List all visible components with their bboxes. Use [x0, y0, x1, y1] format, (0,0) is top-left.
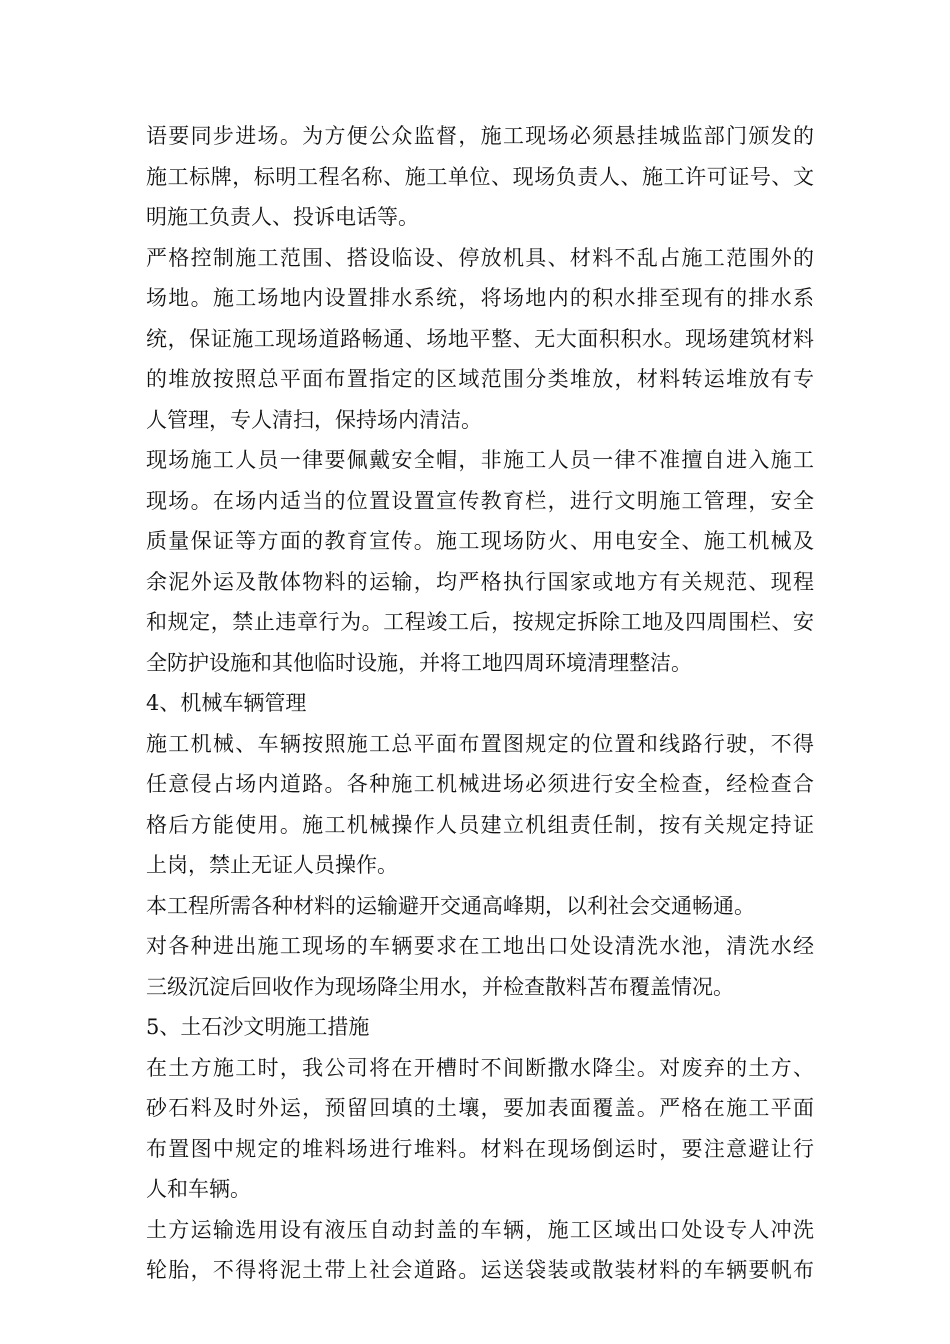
text-line: 人管理，专人清扫，保持场内清洁。 — [146, 407, 482, 432]
paragraph-earthwork-dust — [146, 1048, 814, 1210]
text-line: 任意侵占场内道路。各种施工机械进场必须进行安全检查，经检查合 — [146, 772, 814, 796]
text-line: 在土方施工时，我公司将在开槽时不间断撒水降尘。对废弃的土方、 — [146, 1055, 814, 1080]
paragraph-site-scope — [146, 238, 814, 441]
paragraph-earthwork-transport — [146, 1210, 814, 1291]
paragraph-machinery-routes — [146, 724, 814, 886]
document-page — [146, 116, 814, 1291]
text-line: 本工程所需各种材料的运输避开交通高峰期，以利社会交通畅通。 — [146, 893, 755, 918]
text-line: 的堆放按照总平面布置指定的区域范围分类堆放，材料转运堆放有专 — [146, 367, 814, 391]
paragraph-personnel-safety — [146, 440, 814, 683]
text-line: 对各种进出施工现场的车辆要求在工地出口处设清洗水池，清洗水经 — [146, 934, 814, 958]
text-line: 现场施工人员一律要佩戴安全帽，非施工人员一律不准擅自进入施工 — [146, 448, 814, 472]
text-line: 明施工负责人、投诉电话等。 — [146, 205, 419, 229]
text-line: 严格控制施工范围、搭设临设、停放机具、材料不乱占施工范围外的 — [146, 245, 814, 270]
text-line: 和规定，禁止违章行为。工程竣工后，按规定拆除工地及四周围栏、安 — [146, 610, 814, 634]
text-line: 语要同步进场。为方便公众监督，施工现场必须悬挂城监部门颁发的 — [146, 124, 814, 148]
text-line: 施工机械、车辆按照施工总平面布置图规定的位置和线路行驶，不得 — [146, 731, 814, 756]
text-line: 统，保证施工现场道路畅通、场地平整、无大面积积水。现场建筑材料 — [146, 326, 814, 351]
text-line: 格后方能使用。施工机械操作人员建立机组责任制，按有关规定持证 — [146, 812, 814, 837]
text-line: 现场。在场内适当的位置设置宣传教育栏，进行文明施工管理，安全 — [146, 488, 814, 513]
text-line: 土方运输选用设有液压自动封盖的车辆，施工区域出口处设专人冲洗 — [146, 1217, 814, 1242]
section-heading-machinery: 4、机械车辆管理 — [146, 691, 307, 715]
text-line: 全防护设施和其他临时设施，并将工地四周环境清理整洁。 — [146, 650, 692, 675]
text-line: 上岗，禁止无证人员操作。 — [146, 853, 398, 877]
paragraph-vehicle-washing — [146, 926, 814, 1007]
text-line: 砂石料及时外运，预留回填的土壤，要加表面覆盖。严格在施工平面 — [146, 1096, 814, 1120]
text-line: 三级沉淀后回收作为现场降尘用水，并检查散料苫布覆盖情况。 — [146, 974, 734, 999]
text-line: 场地。施工场地内设置排水系统，将场地内的积水排至现有的排水系 — [146, 286, 814, 310]
text-line: 质量保证等方面的教育宣传。施工现场防火、用电安全、施工机械及 — [146, 529, 814, 553]
text-line: 施工标牌，标明工程名称、施工单位、现场负责人、施工许可证号、文 — [146, 164, 814, 189]
section-heading-earthwork: 5、土石沙文明施工措施 — [146, 1015, 370, 1039]
paragraph-material-transport — [146, 886, 814, 927]
text-line: 人和车辆。 — [146, 1177, 251, 1201]
text-line: 布置图中规定的堆料场进行堆料。材料在现场倒运时，要注意避让行 — [146, 1136, 814, 1161]
text-line: 余泥外运及散体物料的运输，均严格执行国家或地方有关规范、现程 — [146, 569, 814, 594]
paragraph-entry-requirements — [146, 116, 814, 238]
text-line: 轮胎，不得将泥土带上社会道路。运送袋装或散装材料的车辆要帆布 — [146, 1258, 814, 1282]
